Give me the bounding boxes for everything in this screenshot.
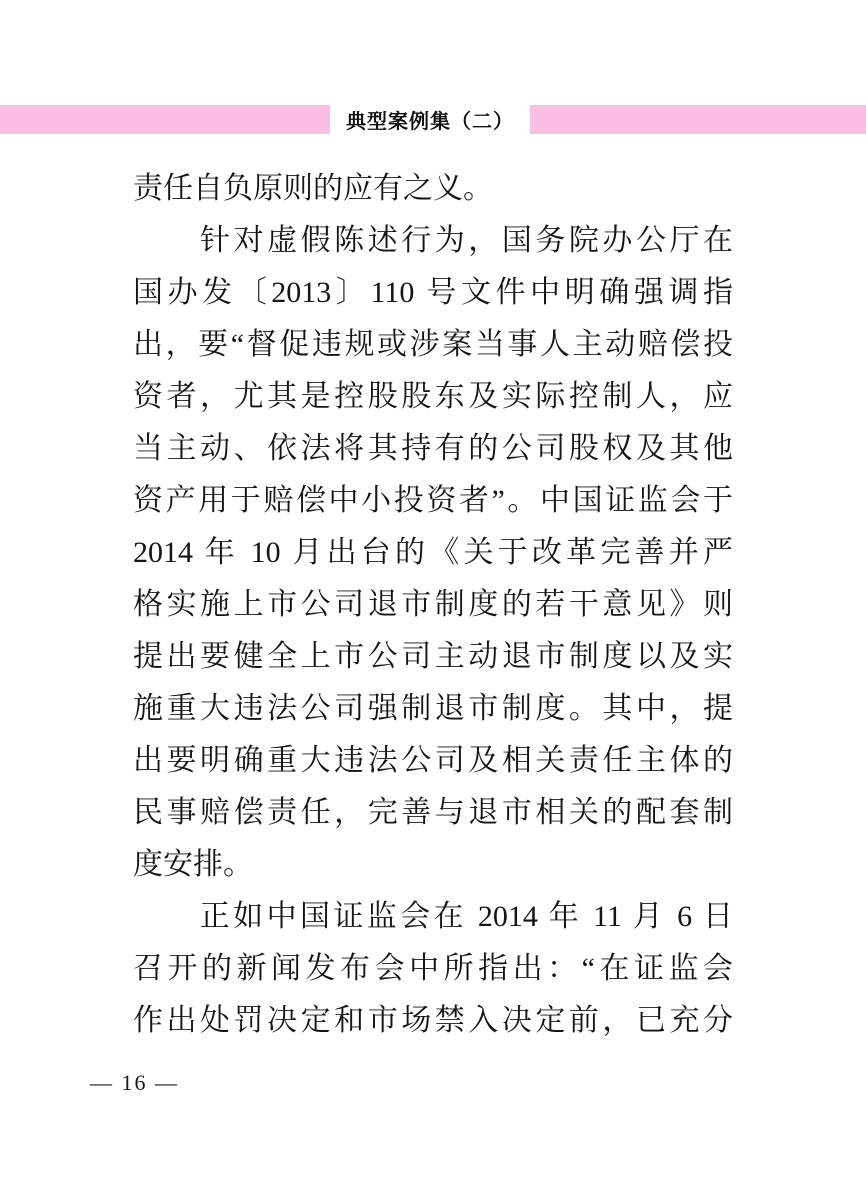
text-line-5: 资者，尤其是控股股东及实际控制人，应	[133, 380, 733, 413]
text-line-2: 针对虚假陈述行为，国务院办公厅在	[133, 224, 733, 257]
header-rule-right	[530, 105, 866, 134]
text-line-9: 格实施上市公司退市制度的若干意见》则	[133, 588, 733, 621]
text-line-17: 作出处罚决定和市场禁入决定前，已充分	[133, 1004, 733, 1037]
running-header	[0, 105, 866, 134]
text-line-16: 召开的新闻发布会中所指出：“在证监会	[133, 952, 733, 985]
running-header-title: 典型案例集（二）	[346, 111, 514, 133]
text-line-15: 正如中国证监会在 2014 年 11 月 6 日	[133, 900, 733, 933]
text-line-14: 度安排。	[133, 848, 253, 881]
text-line-7: 资产用于赔偿中小投资者”。中国证监会于	[133, 484, 733, 517]
text-line-1: 责任自负原则的应有之义。	[133, 172, 493, 205]
page-body-text	[133, 163, 733, 1047]
text-line-11: 施重大违法公司强制退市制度。其中，提	[133, 692, 733, 725]
text-line-3: 国办发〔2013〕110 号文件中明确强调指	[133, 276, 733, 309]
text-line-8: 2014 年 10 月出台的《关于改革完善并严	[133, 536, 733, 569]
header-rule-left	[0, 105, 330, 134]
text-line-12: 出要明确重大违法公司及相关责任主体的	[133, 744, 733, 777]
page-number: — 16 —	[90, 1070, 179, 1095]
text-line-10: 提出要健全上市公司主动退市制度以及实	[133, 640, 733, 673]
text-line-4: 出，要“督促违规或涉案当事人主动赔偿投	[133, 328, 733, 361]
text-line-13: 民事赔偿责任，完善与退市相关的配套制	[133, 796, 733, 829]
text-line-6: 当主动、依法将其持有的公司股权及其他	[133, 432, 733, 465]
